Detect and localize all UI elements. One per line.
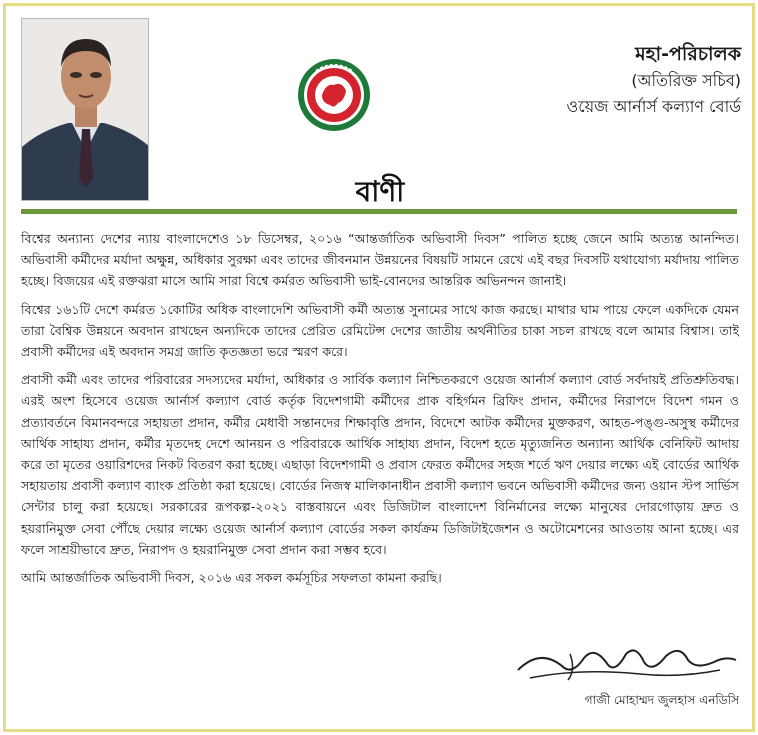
handwritten-signature [510, 640, 740, 690]
rank: (অতিরিক্ত সচিব) [631, 71, 741, 90]
organization-name: ওয়েজ আর্নার্স কল্যাণ বোর্ড [566, 97, 741, 116]
divider-line [21, 209, 737, 214]
paragraph: বিশ্বের ১৬১টি দেশে কর্মরত ১কোটির অধিক বাংলাদেশি অভিবাসী কর্মী অত্যন্ত সুনামের সাথে কাজ করছে। মাথার ঘাম পায়ে ফেলে একদিকে যেমন তারা বৈশ্বিক উন্নয়নে অবদান রাখছেন অন্যদিকে তাদের প্রেরিত রেমিটেন্স দেশের জাতীয় অর্থনীতির চাকা সচল রাখছে বলে আমার বিশ্বাস। তাই প্রবাসী কর্মীদের এই অবদান সমগ্র জাতি কৃতজ্ঞতা ভরে স্মরণ করে। [21, 301, 739, 360]
paragraph: বিশ্বের অন্যান্য দেশের ন্যায় বাংলাদেশেও ১৮ ডিসেম্বর, ২০১৬ “আন্তর্জাতিক অভিবাসী দিবস” পালিত হচ্ছে জেনে আমি অত্যন্ত আনন্দিত। অভিবাসী কর্মীদের মর্যাদা অক্ষুন্ন, অধিকার সুরক্ষা এবং তাদের জীবনমান উন্নয়নের বিষয়টি সামনে রেখে এই বছর দিবসটি যথাযোগ্য মর্যাদায় পালিত হচ্ছে। বিজয়ের এই রক্তঝরা মাসে আমি সারা বিশ্বে কর্মরত অভিবাসী ভাই-বোনদের আন্তরিক অভিনন্দন জানাই। [21, 231, 739, 289]
paragraph: প্রবাসী কর্মী এবং তাদের পরিবারের সদস্যদের মর্যাদা, অধিকার ও সার্বিক কল্যাণ নিশ্চিতকরণে ওয়েজ আর্নার্স কল্যাণ বোর্ড সর্বদায়ই প্রতিশ্রুতিবদ্ধ। এরই অংশ হিসেবে ওয়েজ আর্নার্স কল্যাণ বোর্ড কর্তৃক বিদেশগামী কর্মীদের প্রাক বহির্গমন ব্রিফিং প্রদান, কর্মীদের নিরাপদে বিদেশ গমন ও প্রত্যাবর্তনে বিমানবন্দরে সহায়তা প্রদান, কর্মীর মেধাবী সন্তানদের শিক্ষাবৃত্তি প্রদান, বিদেশে আটক কর্মীদের মুক্তকরণ, আহত-পঙ্গু-অসুস্থ কর্মীদের আর্থিক সাহায্য প্রদান, কর্মীর মৃতদেহ দেশে আনয়ন ও পরিবারকে আর্থিক সাহায্য প্রদান, বিদেশ হতে মৃত্যুজনিত অন্যান্য আর্থিক বেনিফিট আদায় করে তা মৃতের ওয়ারিশদের নিকট বিতরণ করা হচ্ছে। এছাড়া বিদেশগামী ও প্রবাস ফেরত কর্মীদের সহজ শর্তে ঋণ দেয়ার লক্ষ্যে এই বোর্ডের আর্থিক সহায়তায় প্রবাসী কল্যাণ ব্যাংক প্রতিষ্ঠা করা হয়েছে। বোর্ডের নিজস্ব মালিকানাধীন প্রবাসী কল্যাণ ভবনে অভিবাসী কর্মীদের জন্য ওয়ান স্টপ সার্ভিস সেন্টার চালু করা হয়েছে। সরকারের রূপকল্প-২০২১ বাস্তবায়নে এবং ডিজিটাল বাংলাদেশ বিনির্মানের লক্ষ্যে মানুষের দোরগোড়ায় দ্রুত ও হয়রানিমুক্ত সেবা পৌঁছে দেয়ার লক্ষ্যে ওয়েজ আর্নার্স কল্যাণ বোর্ডের সকল কার্যক্রম ডিজিটাইজেশন ও অটোমেশনের আওতায় আনা হচ্ছে। এর ফলে সাশ্রয়ীভাবে দ্রুত, নিরাপদ ও হয়রানিমুক্ত সেবা প্রদান করা সম্ভব হবে। [21, 372, 739, 557]
message-body [21, 228, 739, 595]
message-heading: বাণী [355, 175, 405, 208]
designation: মহা-পরিচালক [635, 43, 741, 65]
official-portrait-photo [21, 18, 149, 201]
signer-name: গাজী মোহাম্মদ জুলহাস এনডিসি [584, 693, 739, 707]
paragraph: আমি আন্তর্জাতিক অভিবাসী দিবস, ২০১৬ এর সকল কর্মসূচির সফলতা কামনা করছি। [21, 570, 442, 586]
government-seal-icon [296, 57, 372, 133]
signatory-title-block [566, 40, 741, 120]
portrait-illustration [22, 19, 149, 201]
